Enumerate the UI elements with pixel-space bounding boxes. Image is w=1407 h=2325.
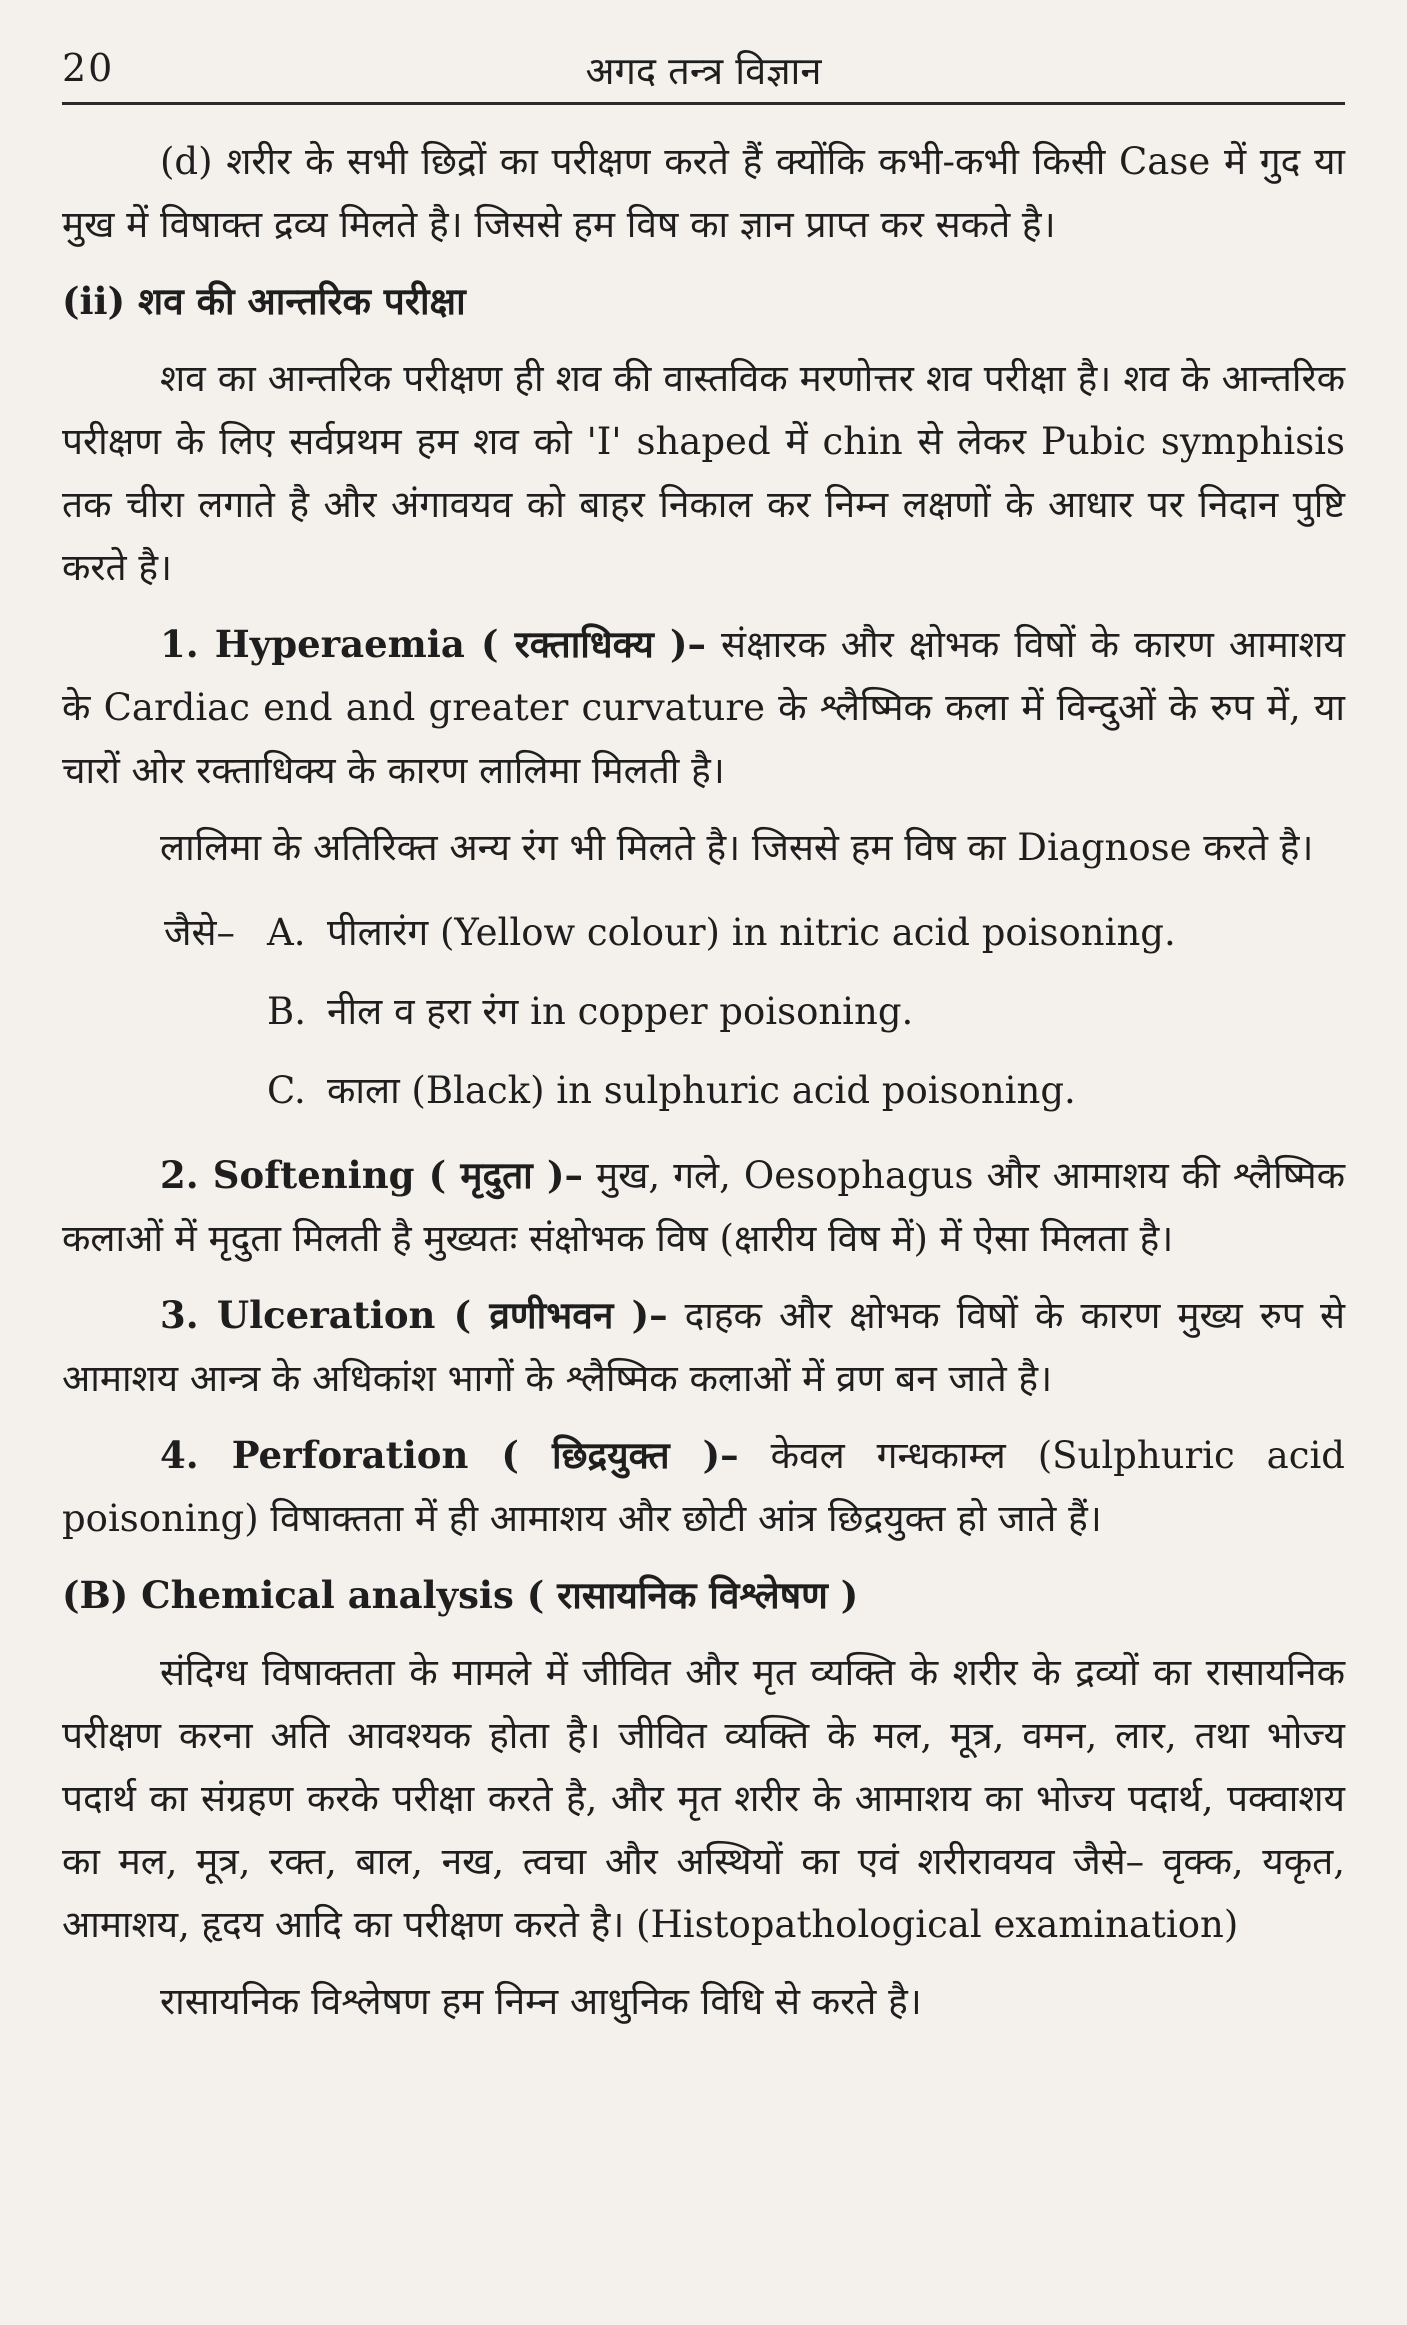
hyperaemia-body: संक्षारक और क्षोभक विषों के कारण आमाशय के Cardiac end and greater curvature के श्लैष्मिक कला में विन्दुओं के रुप में, या चारों ओर रक्ताधिक्य के कारण लालिमा मिलती है। [62, 623, 1346, 792]
paragraph-closing: रासायनिक विश्लेषण हम निम्न आधुनिक विधि से करते है। [160, 1980, 922, 2023]
paragraph-softening [62, 1144, 1345, 1270]
perforation-title: 4. Perforation ( छिद्रयुक्त )– [160, 1433, 739, 1477]
examples-lead: जैसे– [164, 911, 235, 954]
example-letter: B. [267, 990, 306, 1033]
paragraph-orifices: (d) शरीर के सभी छिद्रों का परीक्षण करते हैं क्योंकि कभी-कभी किसी Case में गुद या मुख में विषाक्त द्रव्य मिलते है। जिससे हम विष का ज्ञान प्राप्त कर सकते है। [62, 140, 1345, 246]
perforation-body: केवल गन्धकाम्ल (Sulphuric acid poisoning) विषाक्तता में ही आमाशय और छोटी आंत्र छिद्रयुक्त हो जाते हैं। [62, 1434, 1345, 1540]
running-title: अगद तन्त्र विज्ञान [585, 49, 822, 93]
example-letter: A. [267, 911, 306, 954]
paragraph-chemical-analysis: संदिग्ध विषाक्तता के मामले में जीवित और मृत व्यक्ति के शरीर के द्रव्यों का रासायनिक परीक्षण करना अति आवश्यक होता है। जीवित व्यक्ति के मल, मूत्र, वमन, लार, तथा भोज्य पदार्थ का संग्रहण करके परीक्षा करते है, और मृत शरीर के आमाशय का भोज्य पदार्थ, पक्वाशय का मल, मूत्र, रक्त, बाल, नख, त्वचा और अस्थियों का एवं शरीरावयव जैसे– वृक्क, यकृत, आमाशय, हृदय आदि का परीक्षण करते है। (Histopathological examination) [62, 1651, 1345, 1946]
list-item [62, 893, 1345, 972]
paragraph-internal-exam: शव का आन्तरिक परीक्षण ही शव की वास्तविक मरणोत्तर शव परीक्षा है। शव के आन्तरिक परीक्षण के लिए सर्वप्रथम हम शव को 'I' shaped में chin से लेकर Pubic symphisis तक चीरा लगाते है और अंगावयव को बाहर निकाल कर निम्न लक्षणों के आधार पर निदान पुष्टि करते है। [62, 357, 1345, 589]
softening-title: 2. Softening ( मृदुता )– [160, 1153, 583, 1197]
page-content [62, 130, 1345, 2033]
example-text: काला (Black) in sulphuric acid poisoning. [327, 1069, 1076, 1112]
page-number: 20 [62, 46, 115, 90]
paragraph-hyperaemia [62, 613, 1345, 802]
heading-chemical-analysis: (B) Chemical analysis ( रासायनिक विश्लेषण ) [62, 1573, 859, 1617]
examples-list [62, 893, 1345, 1130]
list-item [62, 1051, 1345, 1130]
page-header [62, 40, 1345, 105]
example-letter: C. [267, 1069, 306, 1112]
hyperaemia-title: 1. Hyperaemia ( रक्ताधिक्य )– [160, 622, 707, 666]
softening-body: मुख, गले, Oesophagus और आमाशय की श्लैष्मिक कलाओं में मृदुता मिलती है मुख्यतः संक्षोभक विष (क्षारीय विष में) में ऐसा मिलता है। [62, 1154, 1345, 1260]
ulceration-body: दाहक और क्षोभक विषों के कारण मुख्य रुप से आमाशय आन्त्र के अधिकांश भागों के श्लैष्मिक कलाओं में व्रण बन जाते है। [62, 1294, 1345, 1400]
paragraph-ulceration [62, 1284, 1345, 1410]
paragraph-colours: लालिमा के अतिरिक्त अन्य रंग भी मिलते है। जिससे हम विष का Diagnose करते है। [160, 826, 1314, 869]
list-item [62, 972, 1345, 1051]
ulceration-title: 3. Ulceration ( व्रणीभवन )– [160, 1293, 668, 1337]
example-text: नील व हरा रंग in copper poisoning. [327, 990, 914, 1033]
example-text: पीलारंग (Yellow colour) in nitric acid poisoning. [327, 911, 1176, 954]
heading-internal-exam: (ii) शव की आन्तरिक परीक्षा [62, 279, 466, 323]
paragraph-perforation [62, 1424, 1345, 1550]
